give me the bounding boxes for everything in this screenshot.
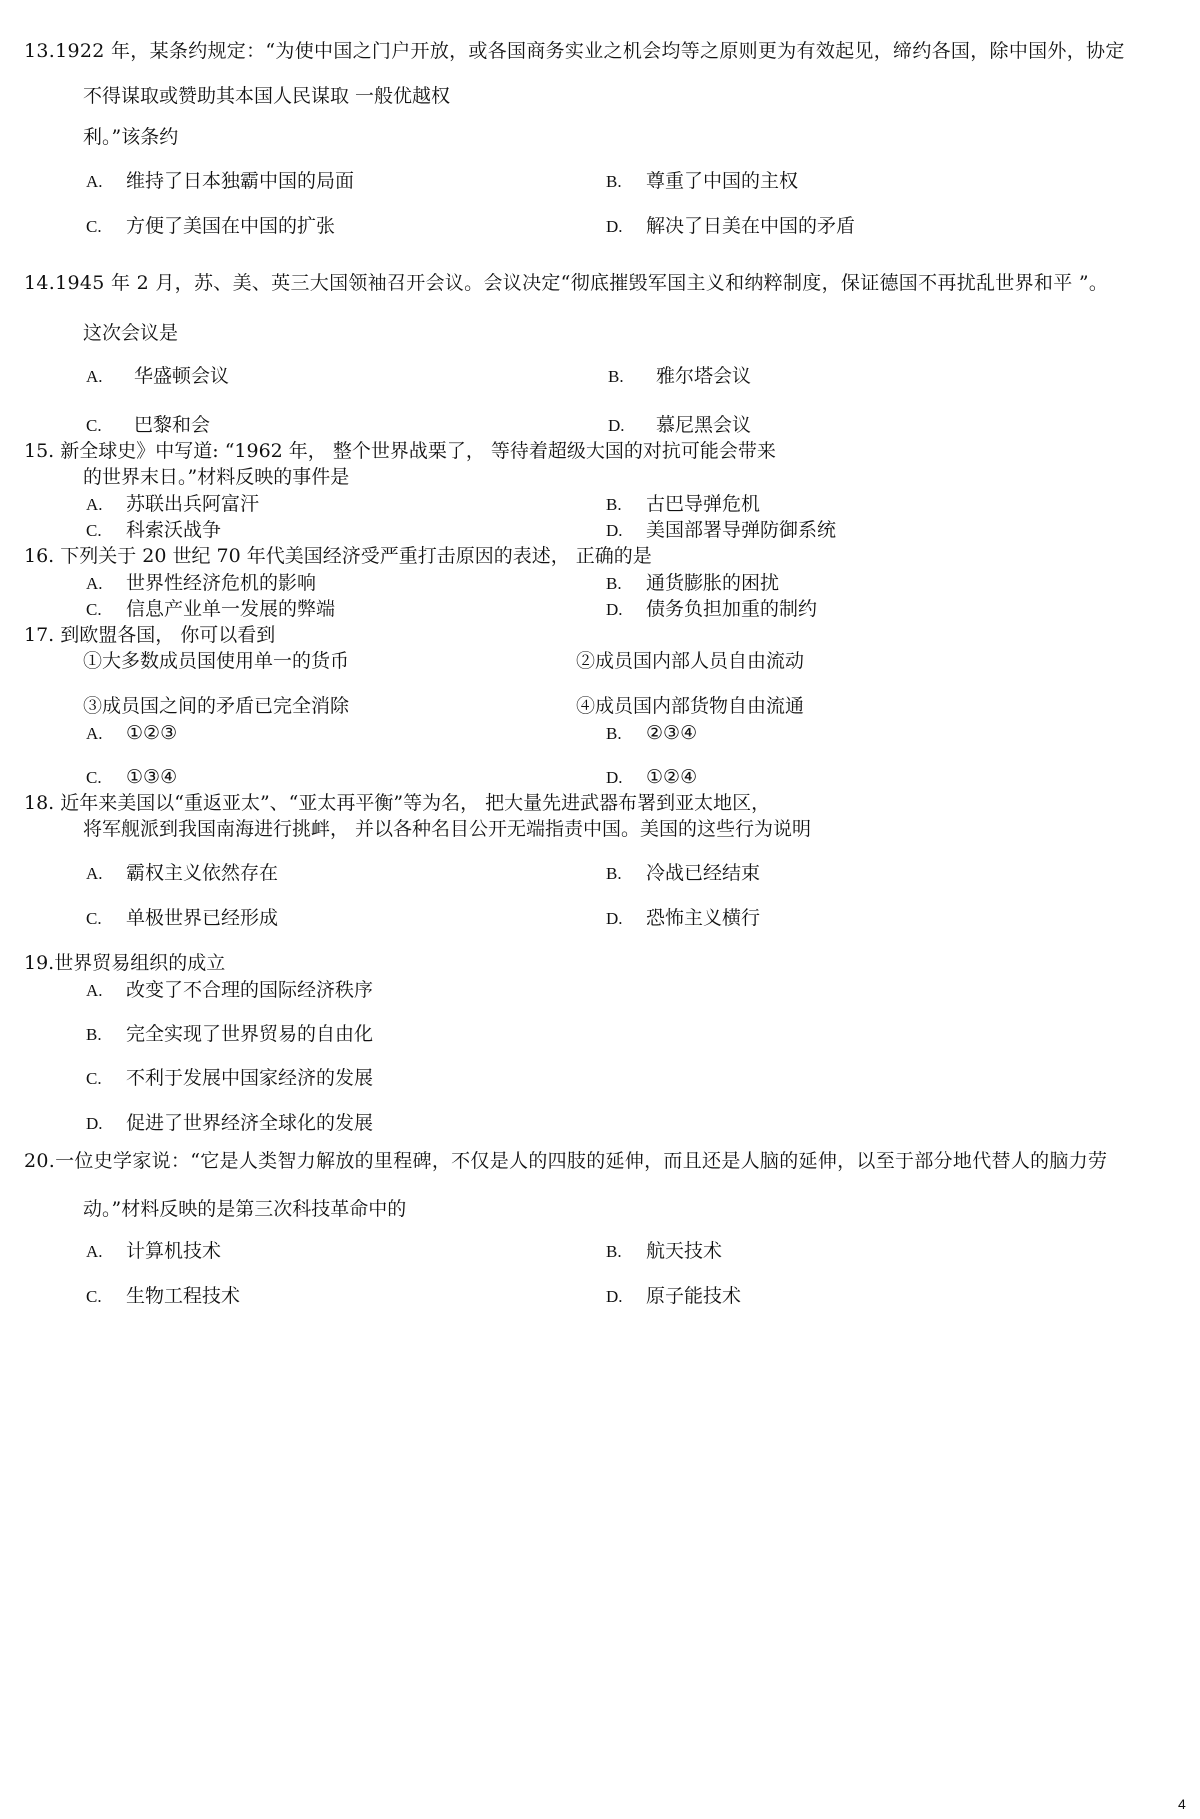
option-text: 债务负担加重的制约	[646, 598, 818, 620]
option-b[interactable]	[606, 170, 798, 193]
option-text: 计算机技术	[126, 1240, 222, 1262]
option-letter: B.	[606, 864, 622, 883]
option-text: 慕尼黑会议	[656, 414, 752, 436]
option-text: 促进了世界经济全球化的发展	[126, 1112, 374, 1134]
option-letter: B.	[608, 367, 624, 386]
option-d[interactable]	[606, 598, 817, 621]
option-letter: A.	[86, 367, 103, 386]
option-text: 尊重了中国的主权	[646, 170, 799, 192]
option-a[interactable]	[86, 862, 278, 885]
option-letter: B.	[606, 724, 622, 743]
option-letter: A.	[86, 172, 103, 191]
question-stem-line: 17. 到欧盟各国， 你可以看到	[24, 624, 276, 646]
option-a[interactable]	[86, 365, 229, 388]
statement-4: ④成员国内部货物自由流通	[576, 695, 805, 717]
option-d[interactable]	[606, 766, 697, 789]
option-d[interactable]	[606, 215, 855, 238]
option-text: ②③④	[646, 722, 698, 744]
question-stem-line: 20.一位史学家说：“它是人类智力解放的里程碑，不仅是人的四肢的延伸，而且还是人脑的延伸，以至于部分地代替人的脑力劳	[24, 1150, 1108, 1172]
question-stem-line: 18. 近年来美国以“重返亚太”、“亚太再平衡”等为名， 把大量先进武器布署到亚太地区，	[24, 792, 771, 814]
option-c[interactable]	[86, 519, 221, 542]
option-c[interactable]	[86, 907, 278, 930]
question-stem-line: 19.世界贸易组织的成立	[24, 952, 226, 974]
statement-1: ①大多数成员国使用单一的货币	[83, 650, 350, 672]
option-letter: A.	[86, 1242, 103, 1261]
page-number: 4	[1178, 1796, 1186, 1812]
option-c[interactable]	[86, 598, 335, 621]
option-text: 华盛顿会议	[134, 365, 230, 387]
option-text: ①②③	[126, 722, 178, 744]
option-a[interactable]	[86, 170, 354, 193]
option-a[interactable]	[86, 722, 177, 745]
option-b[interactable]	[606, 1240, 722, 1263]
option-letter: C.	[86, 217, 102, 236]
question-stem-line: 的世界末日。”材料反映的事件是	[83, 466, 350, 488]
option-c[interactable]	[86, 766, 177, 789]
option-letter: D.	[606, 521, 623, 540]
question-stem-line: 动。”材料反映的是第三次科技革命中的	[83, 1198, 407, 1220]
option-text: 不利于发展中国家经济的发展	[126, 1067, 374, 1089]
option-letter: D.	[606, 1287, 623, 1306]
option-a[interactable]	[86, 572, 316, 595]
option-text: 苏联出兵阿富汗	[126, 493, 260, 515]
option-text: 雅尔塔会议	[656, 365, 752, 387]
option-text: 生物工程技术	[126, 1285, 241, 1307]
option-text: 维持了日本独霸中国的局面	[126, 170, 355, 192]
option-text: 冷战已经结束	[646, 862, 761, 884]
option-b[interactable]	[606, 722, 697, 745]
option-text: 通货膨胀的困扰	[646, 572, 780, 594]
option-b[interactable]	[608, 365, 751, 388]
option-text: 改变了不合理的国际经济秩序	[126, 979, 374, 1001]
option-text: 原子能技术	[646, 1285, 742, 1307]
option-letter: B.	[86, 1025, 102, 1044]
statement-3: ③成员国之间的矛盾已完全消除	[83, 695, 350, 717]
question-stem-line: 不得谋取或赞助其本国人民谋取 一般优越权	[83, 85, 451, 107]
option-letter: C.	[86, 1069, 102, 1088]
question-stem-line: 13.1922 年，某条约规定：“为使中国之门户开放，或各国商务实业之机会均等之原则更为有效起见，缔约各国，除中国外，协定	[24, 40, 1125, 62]
option-letter: C.	[86, 600, 102, 619]
option-b[interactable]	[606, 572, 779, 595]
option-letter: B.	[606, 574, 622, 593]
option-text: 霸权主义依然存在	[126, 862, 279, 884]
question-stem-line: 14.1945 年 2 月，苏、美、英三大国领袖召开会议。会议决定“彻底摧毁军国主义和纳粹制度，保证德国不再扰乱世界和平 ”。	[24, 272, 1109, 294]
question-stem-line: 16. 下列关于 20 世纪 70 年代美国经济受严重打击原因的表述， 正确的是	[24, 545, 652, 567]
option-text: ①③④	[126, 766, 178, 788]
option-text: 恐怖主义横行	[646, 907, 761, 929]
option-letter: D.	[606, 768, 623, 787]
option-letter: B.	[606, 1242, 622, 1261]
option-letter: A.	[86, 981, 103, 1000]
option-letter: A.	[86, 724, 103, 743]
option-letter: B.	[606, 172, 622, 191]
option-letter: A.	[86, 864, 103, 883]
option-b[interactable]	[86, 1023, 373, 1046]
question-stem-line: 15. 新全球史》中写道: “1962 年， 整个世界战栗了， 等待着超级大国的对抗可能会带来	[24, 440, 776, 462]
option-letter: B.	[606, 495, 622, 514]
option-d[interactable]	[86, 1112, 373, 1135]
option-b[interactable]	[606, 862, 760, 885]
option-text: ①②④	[646, 766, 698, 788]
option-a[interactable]	[86, 979, 373, 1002]
option-letter: D.	[606, 217, 623, 236]
option-text: 科索沃战争	[126, 519, 222, 541]
option-letter: D.	[606, 600, 623, 619]
option-d[interactable]	[606, 907, 760, 930]
option-a[interactable]	[86, 493, 259, 516]
option-letter: A.	[86, 495, 103, 514]
option-a[interactable]	[86, 1240, 221, 1263]
option-b[interactable]	[606, 493, 760, 516]
option-text: 单极世界已经形成	[126, 907, 279, 929]
question-stem-line: 将军舰派到我国南海进行挑衅， 并以各种名目公开无端指责中国。美国的这些行为说明	[83, 818, 812, 840]
option-letter: C.	[86, 1287, 102, 1306]
option-c[interactable]	[86, 1067, 373, 1090]
option-letter: C.	[86, 909, 102, 928]
option-letter: C.	[86, 416, 102, 435]
option-d[interactable]	[606, 519, 836, 542]
option-text: 巴黎和会	[134, 414, 211, 436]
option-d[interactable]	[608, 414, 751, 437]
option-text: 方便了美国在中国的扩张	[126, 215, 336, 237]
option-text: 航天技术	[646, 1240, 723, 1262]
option-letter: D.	[86, 1114, 103, 1133]
option-letter: C.	[86, 768, 102, 787]
option-letter: D.	[606, 909, 623, 928]
option-c[interactable]	[86, 414, 210, 437]
option-c[interactable]	[86, 1285, 240, 1308]
option-c[interactable]	[86, 215, 335, 238]
question-stem-line: 利。”该条约	[83, 126, 179, 148]
question-stem-line: 这次会议是	[83, 322, 179, 344]
option-text: 美国部署导弹防御系统	[646, 519, 837, 541]
option-text: 解决了日美在中国的矛盾	[646, 215, 856, 237]
option-text: 古巴导弹危机	[646, 493, 761, 515]
option-text: 完全实现了世界贸易的自由化	[126, 1023, 374, 1045]
option-letter: D.	[608, 416, 625, 435]
option-letter: A.	[86, 574, 103, 593]
statement-2: ②成员国内部人员自由流动	[576, 650, 805, 672]
option-text: 信息产业单一发展的弊端	[126, 598, 336, 620]
option-text: 世界性经济危机的影响	[126, 572, 317, 594]
option-letter: C.	[86, 521, 102, 540]
option-d[interactable]	[606, 1285, 741, 1308]
